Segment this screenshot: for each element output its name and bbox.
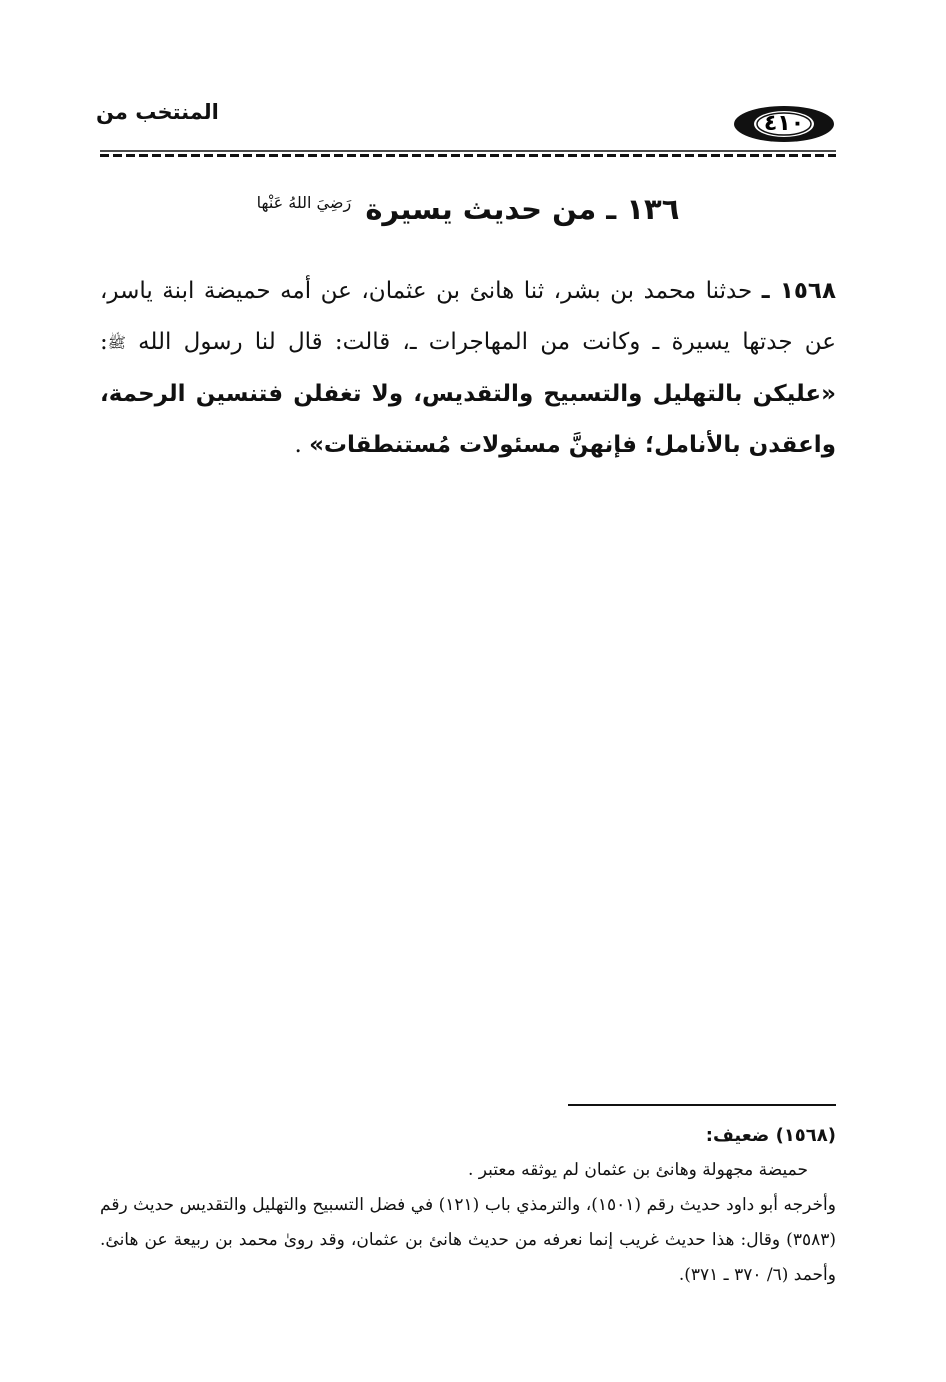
page-number-badge [732, 104, 836, 144]
hadith-matn: «عليكن بالتهليل والتسبيح والتقديس، ولا تغفلن فتنسين الرحمة، واعقدن بالأنامل؛ فإنهنَّ مسئولات مُستنطقات» [100, 380, 836, 458]
page-header [96, 100, 836, 152]
chapter-title: ١٣٦ ـ من حديث يسيرة [365, 192, 680, 226]
running-title: المنتخب من [96, 100, 219, 124]
chapter-heading [100, 192, 836, 226]
footnote-line: حميضة مجهولة وهانئ بن عثمان لم يوثقه معتبر . [467, 1160, 808, 1180]
hadith-text [100, 266, 836, 471]
footnote-line: وأخرجه أبو داود حديث رقم (١٥٠١)، والترمذي باب (١٢١) في فضل التسبيح والتهليل والتقديس حديث رقم (٣٥٨٣) وقال: هذا حديث غريب إنما نعرفه من حديث هانئ بن عثمان، وقد روىٰ محمد بن ربيعة عن هانئ. وأحمد (٦/ ٣٧٠ ـ ٣٧١). [100, 1195, 836, 1285]
hadith-end: . [294, 431, 310, 458]
header-divider [100, 150, 836, 158]
hadith-number: ١٥٦٨ ـ [761, 278, 837, 304]
footnote-divider [568, 1104, 836, 1106]
hadith-isnad: حدثنا محمد بن بشر، ثنا هانئ بن عثمان، عن أمه حميضة ابنة ياسر، عن جدتها يسيرة ـ وكانت من المهاجرات ـ، قالت: قال لنا رسول الله [100, 278, 836, 355]
honorific: رَضِيَ اللهُ عَنْها [256, 193, 352, 213]
salutation-symbol: ﷺ [107, 333, 126, 352]
footnote-heading: (١٥٦٨) ضعيف: [705, 1125, 836, 1146]
matn-separator: : [100, 329, 108, 355]
footnotes [100, 1118, 836, 1293]
page-number: ٤١٠ [763, 111, 805, 136]
